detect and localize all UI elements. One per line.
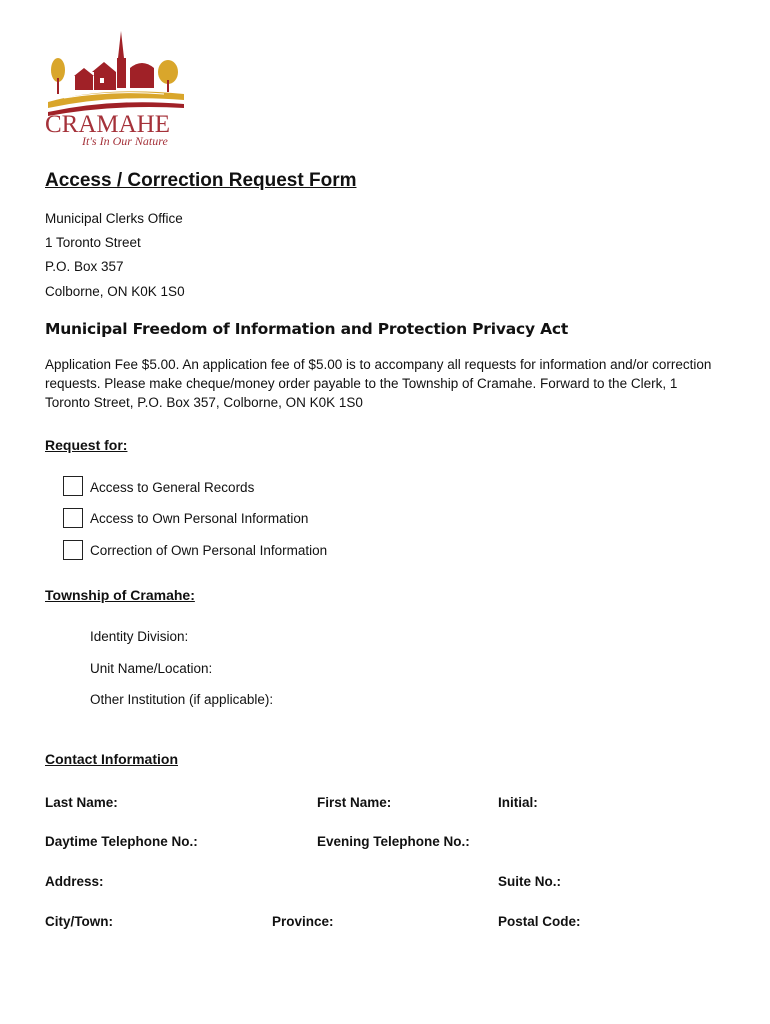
cramahe-logo bbox=[44, 28, 194, 150]
checkbox-label-general-records: Access to General Records bbox=[90, 480, 255, 495]
initial-field: Initial: bbox=[498, 795, 538, 810]
daytime-phone-field: Daytime Telephone No.: bbox=[45, 834, 198, 849]
identity-division-field: Identity Division: bbox=[90, 629, 189, 644]
logo-tagline: It's In Our Nature bbox=[82, 134, 168, 148]
township-heading: Township of Cramahe: bbox=[45, 587, 195, 603]
checkbox-label-own-personal-info: Access to Own Personal Information bbox=[90, 511, 309, 526]
address-line-pobox: P.O. Box 357 bbox=[45, 259, 124, 274]
form-title: Access / Correction Request Form bbox=[45, 170, 357, 191]
act-heading: Municipal Freedom of Information and Protection Privacy Act bbox=[45, 320, 569, 338]
address-line-office: Municipal Clerks Office bbox=[45, 211, 183, 226]
evening-phone-field: Evening Telephone No.: bbox=[317, 834, 470, 849]
request-for-heading: Request for: bbox=[45, 437, 128, 453]
logo-wordmark: CRAMAHE bbox=[45, 111, 171, 138]
city-town-field: City/Town: bbox=[45, 914, 113, 929]
other-institution-field: Other Institution (if applicable): bbox=[90, 692, 274, 707]
last-name-field: Last Name: bbox=[45, 795, 118, 810]
address-line-street: 1 Toronto Street bbox=[45, 235, 141, 250]
unit-name-location-field: Unit Name/Location: bbox=[90, 661, 213, 676]
fee-paragraph: Application Fee $5.00. An application fee of $5.00 is to accompany all requests for information and/or correction requests. Please make cheque/money order payable to the Township of Cramahe. Forward to the Clerk, 1 Toronto Street, P.O. Box 357, Colborne, ON K0K 1S0 bbox=[45, 357, 712, 410]
checkbox-correction-personal-info[interactable] bbox=[63, 540, 83, 560]
address-line-city: Colborne, ON K0K 1S0 bbox=[45, 284, 185, 299]
checkbox-label-correction-personal-info: Correction of Own Personal Information bbox=[90, 543, 328, 558]
checkbox-own-personal-info[interactable] bbox=[63, 508, 83, 528]
province-field: Province: bbox=[272, 914, 334, 929]
suite-field: Suite No.: bbox=[498, 874, 561, 889]
first-name-field: First Name: bbox=[317, 795, 392, 810]
checkbox-general-records[interactable] bbox=[63, 476, 83, 496]
postal-code-field: Postal Code: bbox=[498, 914, 581, 929]
address-field: Address: bbox=[45, 874, 104, 889]
contact-info-heading: Contact Information bbox=[45, 751, 178, 767]
